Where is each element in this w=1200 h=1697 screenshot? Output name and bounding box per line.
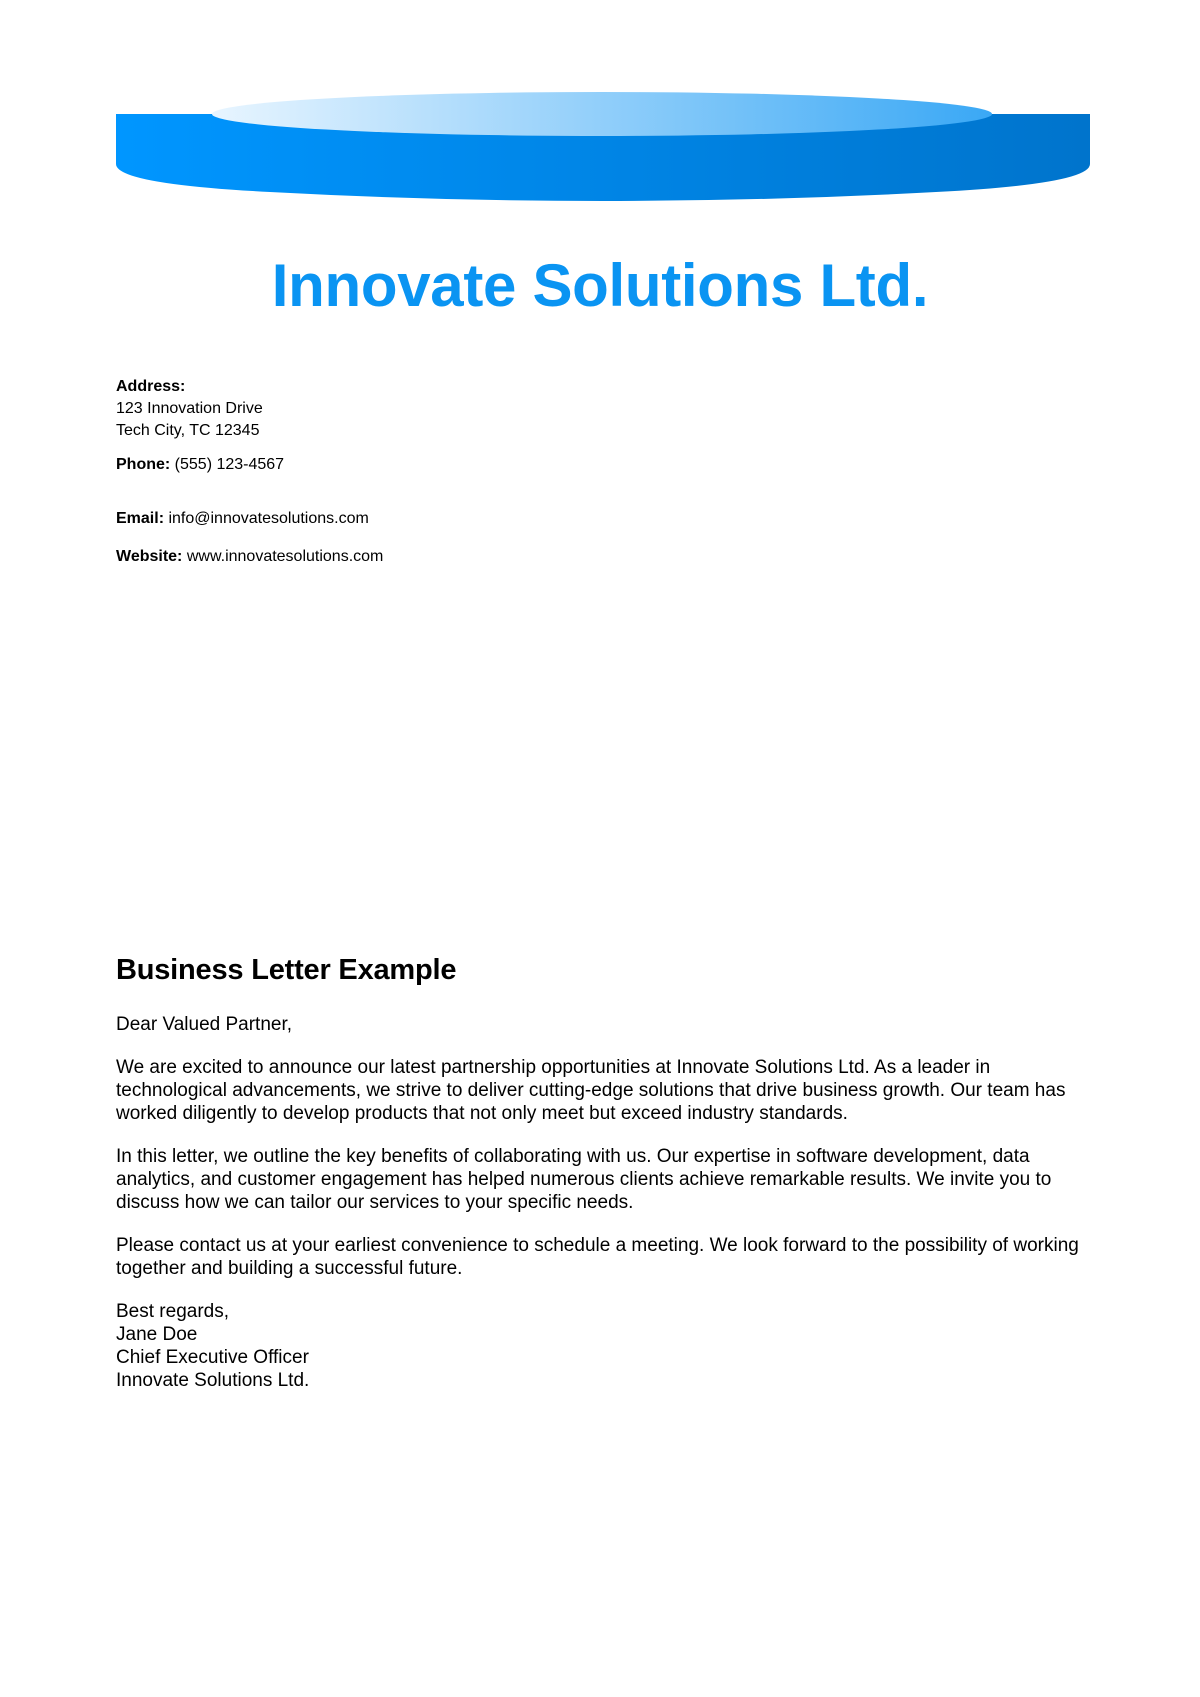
letter-title: Business Letter Example [116, 954, 457, 986]
company-name-heading: Innovate Solutions Ltd. [271, 252, 929, 319]
phone-row [116, 454, 284, 476]
letter-paragraph-1: We are excited to announce our latest partnership opportunities at Innovate Solutions Ltd. As a leader in technological advancements, we strive to deliver cutting-edge solutions that drive business growth. Our team has worked diligently to develop products that not only meet but exceed industry standards. [116, 1057, 1066, 1124]
phone-label: Phone: [116, 456, 171, 473]
website-row [116, 546, 383, 568]
website-value: www.innovatesolutions.com [182, 548, 384, 565]
contact-info [116, 376, 816, 565]
email-value: info@innovatesolutions.com [164, 510, 369, 527]
signer-title: Chief Executive Officer [116, 1347, 309, 1368]
email-label: Email: [116, 510, 165, 527]
header-band-graphic [116, 92, 1090, 210]
header-decorative-band [116, 92, 1090, 210]
letter-paragraph-3: Please contact us at your earliest convenience to schedule a meeting. We look forward to the possibility of working together and building a successful future. [116, 1235, 1079, 1279]
signer-name: Jane Doe [116, 1324, 198, 1345]
letter-closing-block [116, 1300, 1091, 1392]
letter-paragraph-2: In this letter, we outline the key benefits of collaborating with us. Our expertise in software development, data analytics, and customer engagement has helped numerous clients achieve remarkable results. We invite you to discuss how we can tailor our services to your specific needs. [116, 1146, 1052, 1213]
address-line-2: Tech City, TC 12345 [116, 422, 260, 439]
letter-closing: Best regards, [116, 1301, 229, 1322]
email-row [116, 508, 369, 530]
address-line-1: 123 Innovation Drive [116, 400, 263, 417]
header-band-highlight [212, 92, 992, 136]
website-label: Website: [116, 548, 183, 565]
letter-salutation: Dear Valued Partner, [116, 1014, 293, 1035]
phone-value: (555) 123-4567 [170, 456, 285, 473]
address-label: Address: [116, 378, 186, 395]
letter-body [116, 952, 1091, 1392]
signer-company: Innovate Solutions Ltd. [116, 1370, 310, 1391]
